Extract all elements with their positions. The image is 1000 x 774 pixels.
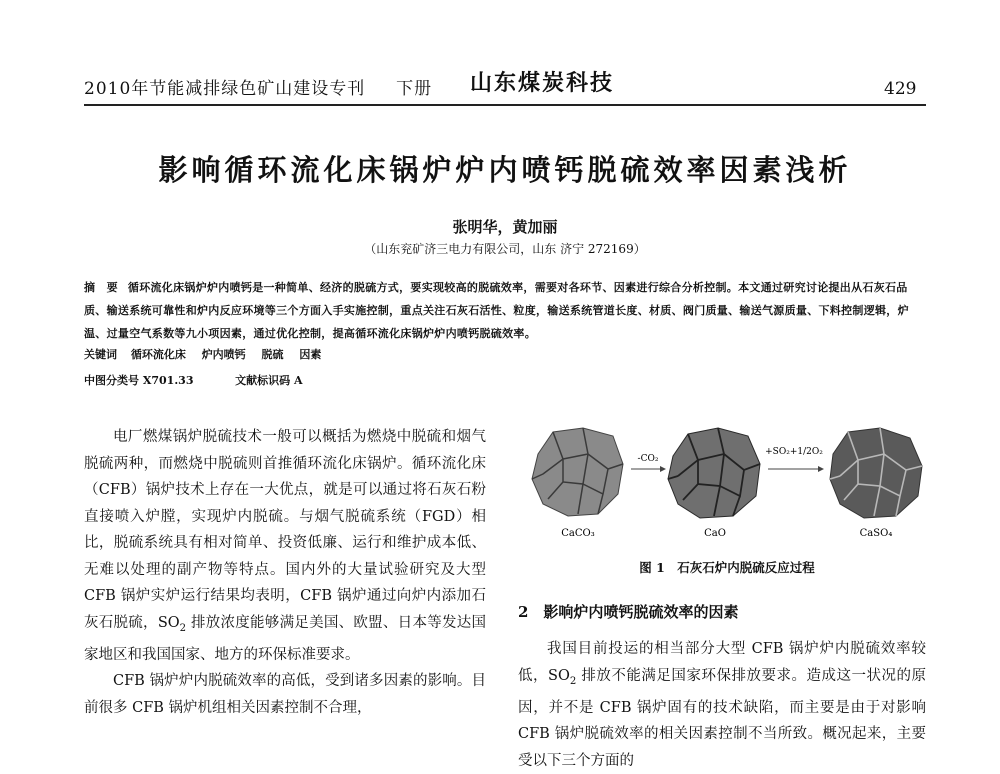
- header-rule: [84, 104, 926, 106]
- particle-label: CaCO₃: [561, 528, 595, 539]
- authors: 张明华，黄加丽: [452, 218, 558, 236]
- abstract-label: 摘 要: [84, 281, 118, 294]
- section-heading: 2 影响炉内喷钙脱硫效率的因素: [518, 603, 739, 621]
- doc-code-value: A: [294, 374, 303, 387]
- keyword: 因素: [299, 348, 322, 361]
- journal-brand-logo: 山东煤炭科技: [470, 70, 615, 96]
- abstract-text: 循环流化床锅炉炉内喷钙是一种简单、经济的脱硫方式，要实现较高的脱硫效率，需要对各环节、因素进行综合分析控制。本文通过研究讨论提出从石灰石品质、输送系统可靠性和炉内反应环境等三个方面入手实施控制，重点关注石灰石活性、粒度，输送系统管道长度、材质、阀门质量、输送气源质量、下料控制逻辑，炉温、过量空气系数等九小项因素，通过优化控制，提高循环流化床锅炉炉内喷钙脱硫效率。: [84, 281, 909, 340]
- journal-name: 2010年节能减排绿色矿山建设专刊: [84, 79, 366, 99]
- figure-desulfurization-process: [528, 424, 926, 544]
- arrow-label-co2: -CO₂: [637, 454, 659, 464]
- running-header: [84, 74, 432, 99]
- arrow-label-so2: +SO₂+1/2O₂: [765, 447, 823, 457]
- cao-particle: [668, 428, 760, 518]
- abstract: [84, 276, 926, 345]
- keyword: 炉内喷钙: [201, 348, 246, 361]
- particle-label: CaSO₄: [859, 528, 893, 539]
- keywords-label: 关键词: [84, 348, 117, 361]
- body-right-column: [518, 636, 926, 774]
- keyword: 脱硫: [261, 348, 284, 361]
- body-paragraph: 电厂燃煤锅炉脱硫技术一般可以概括为燃烧中脱硫和烟气脱硫两种，而燃烧中脱硫则首推循环流化床锅炉。循环流化床（CFB）锅炉技术上存在一大优点，就是可以通过将石灰石粉直接喷入炉膛，实现炉内脱硫。与烟气脱硫系统（FGD）相比，脱硫系统具有相对简单、投资低廉、运行和维护成本低、无难以处理的副产物等特点。国内外的大量试验研究及大型 CFB 锅炉实炉运行结果均表明，CFB 锅炉通过向炉内添加石灰石脱硫，$SO_2$ 排放浓度能够满足美国、欧盟、日本等发达国家地区和我国国家、地方的环保标准要求。: [84, 429, 487, 663]
- reaction-arrow: [631, 466, 666, 472]
- clc-value: X701.33: [142, 374, 194, 387]
- paper-title: 影响循环流化床锅炉炉内喷钙脱硫效率因素浅析: [158, 153, 852, 187]
- doc-code-label: 文献标识码: [235, 374, 291, 387]
- page-number: 429: [884, 79, 917, 99]
- particle-label: CaO: [704, 528, 726, 539]
- body-paragraph: CFB 锅炉炉内脱硫效率的高低，受到诸多因素的影响。目前很多 CFB 锅炉机组相关因素控制不合理，: [84, 673, 486, 716]
- caso4-particle: [830, 428, 922, 518]
- volume-label: 下册: [396, 79, 433, 99]
- classification-line: [84, 372, 303, 388]
- body-left-column: [84, 424, 486, 721]
- clc-label: 中图分类号: [84, 374, 139, 387]
- body-paragraph: 我国目前投运的相当部分大型 CFB 锅炉炉内脱硫效率较低，$SO_2$ 排放不能满足国家环保排放要求。造成这一状况的原因，并不是 CFB 锅炉固有的技术缺陷，而主要是由于对影响 CFB 锅炉脱硫效率的相关因素控制不当所致。概况起来，主要受以下三个方面的: [518, 641, 927, 769]
- figure-caption: 图 1 石灰石炉内脱硫反应过程: [639, 560, 815, 575]
- keywords: [84, 346, 333, 362]
- affiliation: （山东兖矿济三电力有限公司，山东 济宁 272169）: [364, 242, 646, 256]
- reaction-arrow: [768, 466, 824, 472]
- caco3-particle: [532, 428, 623, 516]
- keyword: 循环流化床: [130, 348, 186, 361]
